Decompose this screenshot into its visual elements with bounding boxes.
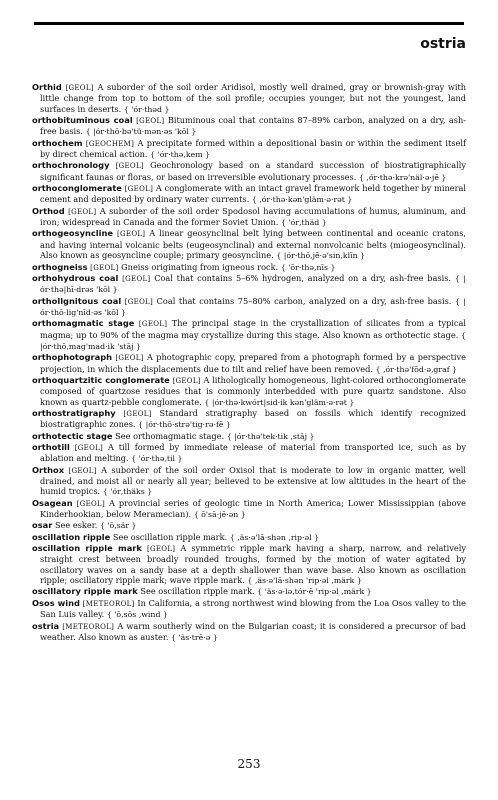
entry-term: orthogneiss	[32, 261, 88, 272]
entry-definition: See esker.	[54, 520, 98, 531]
entry-definition: Gneiss originating from igneous rock.	[121, 261, 279, 272]
entry-field: [GEOL]	[115, 354, 144, 363]
entry-term: Osagean	[32, 497, 73, 508]
entry-term: ostria	[32, 620, 60, 631]
dictionary-entry	[32, 520, 466, 531]
dictionary-entry	[32, 498, 466, 521]
entry-term: oscillation ripple	[32, 531, 111, 542]
entry-definition: Coal that contains 75–80% carbon, analyzed on a dry, ash-free basis.	[156, 295, 452, 306]
entry-pronunciation: { ‚ór·thə·kən'gläm·ə·rət }	[251, 195, 353, 205]
dictionary-entry	[32, 532, 466, 543]
entry-term: orthoquartzitic conglomerate	[32, 374, 170, 385]
entry-definition: A warm southerly wind on the Bulgarian coast; it is considered a precursor of bad weather. Also known as auster.	[40, 620, 466, 642]
entry-field: [GEOL]	[122, 274, 151, 283]
dictionary-entry	[32, 375, 466, 408]
entry-field: [GEOL]	[76, 499, 106, 508]
entry-term: oscillation ripple mark	[32, 543, 142, 554]
entry-term: orthochem	[32, 137, 83, 148]
entry-field: [GEOL]	[138, 320, 168, 329]
entry-pronunciation: { |ór·thō·strə'tig·rə·fē }	[138, 420, 231, 430]
entry-pronunciation: { 'ō‚sär }	[99, 521, 137, 531]
entry-field: [GEOL]	[74, 444, 104, 452]
entry-definition: See orthomagmatic stage.	[115, 430, 225, 441]
entry-term: orthochronology	[32, 160, 110, 171]
entry-pronunciation: { |ór·thə|hī·drəs 'kōl }	[40, 273, 466, 295]
entry-definition: Standard stratigraphy based on fossils which identify recognized biostratigraphic zones.	[40, 407, 466, 430]
entry-definition: See oscillation ripple mark.	[112, 531, 228, 542]
entry-field: [GEOL]	[90, 263, 119, 272]
entry-definition: A linear geosynclinal belt lying between continental and oceanic cratons, and having internal volcanic belts (eugeosynclinal) and external nonvolcanic belts (miogeosynclinal). Also known as geosyncline couple; primary geosyncline.	[40, 228, 466, 261]
entry-definition: The principal stage in the crystallization of silicates from a typical magma; up to 90% of the magma may crystallize during this stage. Also known as orthotectic stage.	[40, 318, 467, 340]
entry-pronunciation: { 'ór·thə‚kem }	[150, 150, 211, 160]
entry-field: [GEOL]	[146, 545, 176, 554]
header-rule	[34, 22, 464, 25]
entry-field: [GEOL]	[115, 162, 144, 171]
entry-definition: A symmetric ripple mark having a sharp, narrow, and relatively straight crest between broadly rounded troughs, formed by the motion of water agitated by oscillatory waves on a sandy base at a depth shallower than wave base. Also known as oscillation ripple; oscillatory ripple mark; wave ripple mark.	[40, 543, 466, 586]
entry-term: orthoconglomerate	[32, 183, 122, 194]
entry-definition: A precipitate formed within a depositional basin or within the sediment itself by direct chemical action.	[40, 137, 467, 160]
dictionary-entry	[32, 598, 466, 621]
dictionary-entry	[32, 138, 466, 161]
entry-term: orthollgnitous coal	[32, 295, 122, 306]
dictionary-entry	[32, 442, 466, 465]
entry-pronunciation: { 'ōr·thə‚nīs }	[280, 262, 336, 272]
entry-pronunciation: { 'äs·trē·ə }	[171, 632, 218, 642]
entry-term: Orthox	[32, 464, 65, 475]
entry-field: [GEOL]	[136, 117, 165, 126]
entry-pronunciation: { 'äs·ə·lə‚tór·ē 'rip·əl ‚märk }	[257, 587, 372, 597]
entry-pronunciation: { |ór·thə·kwórt|sid·ik kən'gläm·ə·rət }	[204, 397, 355, 407]
dictionary-entry	[32, 318, 466, 352]
dictionary-entry	[32, 621, 466, 644]
entry-pronunciation: { |ór·thō‚mag'mad·ik 'stāj }	[40, 330, 466, 351]
entry-definition: See oscillation ripple mark.	[140, 586, 255, 597]
dictionary-entry	[32, 352, 466, 375]
dictionary-entry	[32, 160, 466, 183]
entry-definition: A photographic copy, prepared from a photograph formed by a perspective projection, in which the displacements due to tilt and relief have been removed.	[40, 352, 466, 374]
dictionary-entry	[32, 228, 466, 261]
entry-field: [GEOL]	[124, 185, 154, 194]
dictionary-entry	[32, 408, 466, 431]
entry-definition: A suborder of the soil order Aridisol, mostly well drained, gray or brownish-gray with little change from top to bottom of the soil profile; occupies younger, but not the youngest, land surfaces in deserts.	[40, 82, 467, 114]
entry-term: orthohydrous coal	[32, 272, 119, 283]
entry-term: Orthid	[32, 82, 62, 92]
entry-field: [METEOROL]	[82, 599, 135, 608]
dictionary-entry	[32, 82, 466, 115]
entry-pronunciation: { ‚ór·thə·krə'näl·ə·jē }	[358, 172, 447, 182]
entry-field: [GEOL]	[68, 466, 97, 475]
entry-pronunciation: { ‚äs·ə'lā·shən 'rip·əl ‚märk }	[247, 576, 362, 586]
entry-term: orthotectic stage	[32, 430, 113, 441]
entry-field: [GEOL]	[68, 207, 97, 216]
entry-definition: Bituminous coal that contains 87–89% carbon, analyzed on a dry, ash-free basis.	[40, 115, 466, 137]
entry-term: orthophotograph	[32, 352, 113, 363]
dictionary-entry	[32, 465, 466, 498]
entry-term: osar	[32, 520, 53, 531]
dictionary-entry	[32, 206, 466, 229]
entry-term: orthostratigraphy	[32, 407, 116, 418]
entry-field: [GEOL]	[172, 376, 201, 385]
entry-pronunciation: { ‚ór·thə'fōd·ə‚graf }	[375, 364, 458, 374]
dictionary-entry	[32, 273, 466, 296]
dictionary-entry	[32, 543, 466, 586]
entry-pronunciation: { |ór·thə'tek·tik ‚stāj }	[226, 431, 315, 441]
dictionary-entry	[32, 586, 466, 597]
entry-pronunciation: { 'ō‚sōs ‚wind }	[106, 610, 168, 620]
dictionary-entry	[32, 115, 466, 138]
dictionary-entry	[32, 431, 466, 442]
entry-definition: Coal that contains 5–6% hydrogen, analyzed on a dry, ash-free basis.	[154, 272, 451, 283]
entry-definition: A conglomerate with an intact gravel framework held together by mineral cement and deposited by ordinary water currents.	[40, 183, 466, 205]
entry-pronunciation: { 'ór·thəd }	[123, 104, 170, 114]
entry-field: [GEOL]	[116, 230, 146, 239]
entry-term: orthomagmatic stage	[32, 318, 135, 329]
entry-term: orthotill	[32, 442, 70, 452]
entry-pronunciation: { |ór·thō‚jē·ə'sin‚klīn }	[276, 251, 366, 261]
entry-definition: A suborder of the soil order Spodosol having accumulations of humus, aluminum, and iron; widespread in Canada and the former Soviet Union.	[40, 205, 467, 228]
entry-term: oscillatory ripple mark	[32, 586, 138, 597]
entry-field: [GEOCHEM]	[85, 139, 135, 148]
dictionary-entry	[32, 262, 466, 273]
entry-pronunciation: { ‚äs·ə'lā·shən ‚rip·əl }	[229, 532, 320, 542]
page-number: 253	[237, 757, 261, 771]
entry-term: orthobituminous coal	[32, 115, 133, 126]
entry-field: [GEOL]	[123, 409, 152, 418]
entry-field: [GEOL]	[65, 84, 94, 92]
entry-definition: In California, a strong northwest wind blowing from the Loa Osos valley to the San Luis valley.	[40, 597, 466, 620]
entry-term: Orthod	[32, 205, 65, 216]
entry-definition: A till formed by immediate release of material from transported ice, such as by ablation and melting.	[40, 442, 467, 464]
entry-term: Osos wind	[32, 597, 80, 608]
entry-pronunciation: { ō'sā·jē·ən }	[193, 510, 246, 520]
entry-term: orthogeosyncline	[32, 228, 114, 239]
entry-pronunciation: { |ór·thō·lig'nīd·əs 'kōl }	[40, 296, 466, 317]
entry-definition: A provincial series of geologic time in North America; Lower Mississippian (above Kinderhookian, below Meramecian).	[40, 497, 466, 520]
guide-word: ostria	[420, 36, 466, 52]
dictionary-entries	[32, 82, 466, 643]
entry-pronunciation: { 'ór·thə‚til }	[131, 454, 183, 464]
entry-definition: A suborder of the soil order Oxisol that is moderate to low in organic matter, well drained, and moist all or nearly all year; believed to be extensive at low altitudes in the heart of the humid tropics.	[40, 464, 466, 497]
entry-pronunciation: { 'ór‚thäd }	[281, 218, 327, 228]
entry-pronunciation: { |ór·thō·bə'tü·mən·əs 'kōl }	[85, 127, 197, 137]
entry-field: [GEOL]	[124, 297, 154, 306]
entry-field: [METEOROL]	[62, 622, 115, 631]
entry-pronunciation: { 'ór‚thäks }	[102, 487, 153, 497]
entry-definition: Geochronology based on a standard succession of biostratigraphically significant faunas or floras, or based on irreversible evolutionary processes.	[40, 160, 466, 182]
entry-definition: A lithologically homogeneous, light-colored orthoconglomerate composed of quartzose residues that is commonly interbedded with pure quartz sandstone. Also known as quartz-pebble conglomerate.	[40, 374, 466, 407]
dictionary-entry	[32, 296, 466, 319]
dictionary-entry	[32, 183, 466, 206]
